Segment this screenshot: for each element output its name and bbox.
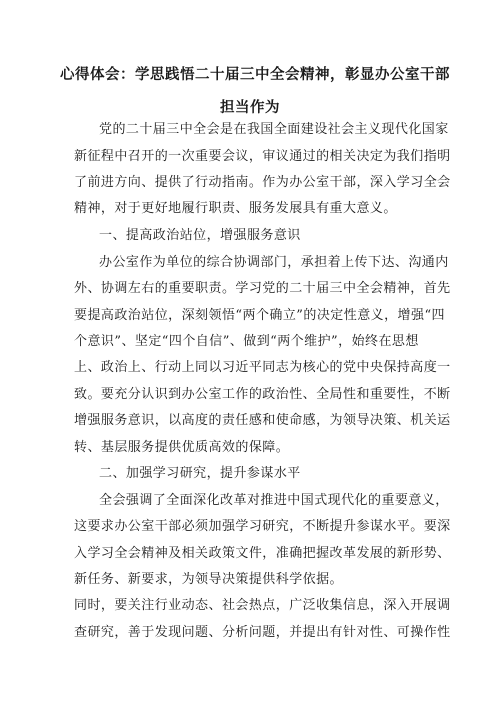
paragraph-line: 转、基层服务提供优质高效的保障。	[74, 440, 290, 455]
paragraph-line: 精神，对于更好地履行职责、服务发展具有重大意义。	[74, 201, 397, 216]
paragraph-line: 个意识”、坚定“四个自信”、做到“两个维护”，始终在思想	[74, 334, 419, 349]
paragraph-line: 上、政治上、行动上同以习近平同志为核心的党中央保持高度一	[74, 360, 451, 375]
paragraph-line: 了前进方向、提供了行动指南。作为办公室干部，深入学习全会	[74, 175, 451, 190]
paragraph-line: 同时，要关注行业动态、社会热点，广泛收集信息，深入开展调	[74, 598, 451, 613]
document-title-line-1: 心得体会：学思践悟二十届三中全会精神，彰显办公室干部	[60, 66, 450, 83]
paragraph-line: 新征程中召开的一次重要会议，审议通过的相关决定为我们指明	[74, 149, 451, 164]
paragraph-line: 致。要充分认识到办公室工作的政治性、全局性和重要性，不断	[74, 387, 451, 402]
section-heading-2: 二、加强学习研究，提升参谋水平	[99, 466, 301, 481]
document-title-line-2: 担当作为	[220, 99, 280, 116]
paragraph-line: 这要求办公室干部必须加强学习研究，不断提升参谋水平。要深	[74, 519, 451, 534]
paragraph-line: 新任务、新要求，为领导决策提供科学依据。	[74, 572, 344, 587]
paragraph-line: 增强服务意识，以高度的责任感和使命感，为领导决策、机关运	[74, 413, 451, 428]
paragraph-line: 要提高政治站位，深刻领悟“两个确立”的决定性意义，增强“四	[74, 308, 445, 323]
paragraph-line: 党的二十届三中全会是在我国全面建设社会主义现代化国家	[99, 122, 449, 137]
paragraph-line: 入学习全会精神及相关政策文件，准确把握改革发展的新形势、	[74, 546, 451, 561]
paragraph-line: 外、协调左右的重要职责。学习党的二十届三中全会精神，首先	[74, 281, 451, 296]
paragraph-line: 查研究，善于发现问题、分析问题，并提出有针对性、可操作性	[74, 625, 451, 640]
paragraph-line: 办公室作为单位的综合协调部门，承担着上传下达、沟通内	[99, 255, 449, 270]
section-heading-1: 一、提高政治站位，增强服务意识	[99, 228, 301, 243]
paragraph-line: 全会强调了全面深化改革对推进中国式现代化的重要意义，	[99, 493, 449, 508]
